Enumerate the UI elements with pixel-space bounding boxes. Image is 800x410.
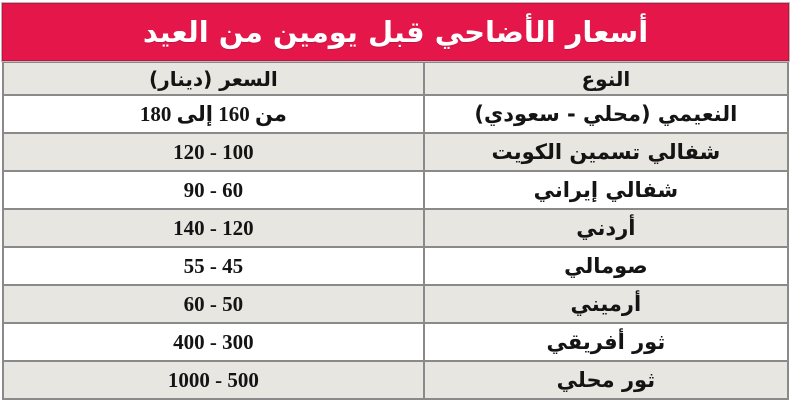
table-row [3, 95, 788, 133]
table-row [3, 361, 788, 399]
type-cell: ثور أفريقي [424, 323, 788, 361]
price-cell: 1000 - 500 [3, 361, 424, 399]
type-cell: أردني [424, 209, 788, 247]
table-header-row [3, 62, 788, 95]
page-title: أسعار الأضاحي قبل يومين من العيد [142, 15, 649, 49]
price-cell: 60 - 50 [3, 285, 424, 323]
price-sheet [2, 3, 789, 400]
type-cell: النعيمي (محلي - سعودي) [424, 95, 788, 133]
table-row [3, 133, 788, 171]
price-cell: 140 - 120 [3, 209, 424, 247]
type-cell: شفالي تسمين الكويت [424, 133, 788, 171]
price-cell: 90 - 60 [3, 171, 424, 209]
type-cell: أرميني [424, 285, 788, 323]
table-row [3, 171, 788, 209]
price-cell: 120 - 100 [3, 133, 424, 171]
column-header-type: النوع [424, 62, 788, 95]
type-cell: شفالي إيراني [424, 171, 788, 209]
table-row [3, 247, 788, 285]
price-cell: 400 - 300 [3, 323, 424, 361]
prices-table [2, 61, 789, 400]
type-cell: صومالي [424, 247, 788, 285]
table-row [3, 323, 788, 361]
table-row [3, 209, 788, 247]
title-banner [2, 3, 789, 61]
table-row [3, 285, 788, 323]
price-cell: من 160 إلى 180 [3, 95, 424, 133]
column-header-price: السعر (دينار) [3, 62, 424, 95]
type-cell: ثور محلي [424, 361, 788, 399]
price-cell: 55 - 45 [3, 247, 424, 285]
